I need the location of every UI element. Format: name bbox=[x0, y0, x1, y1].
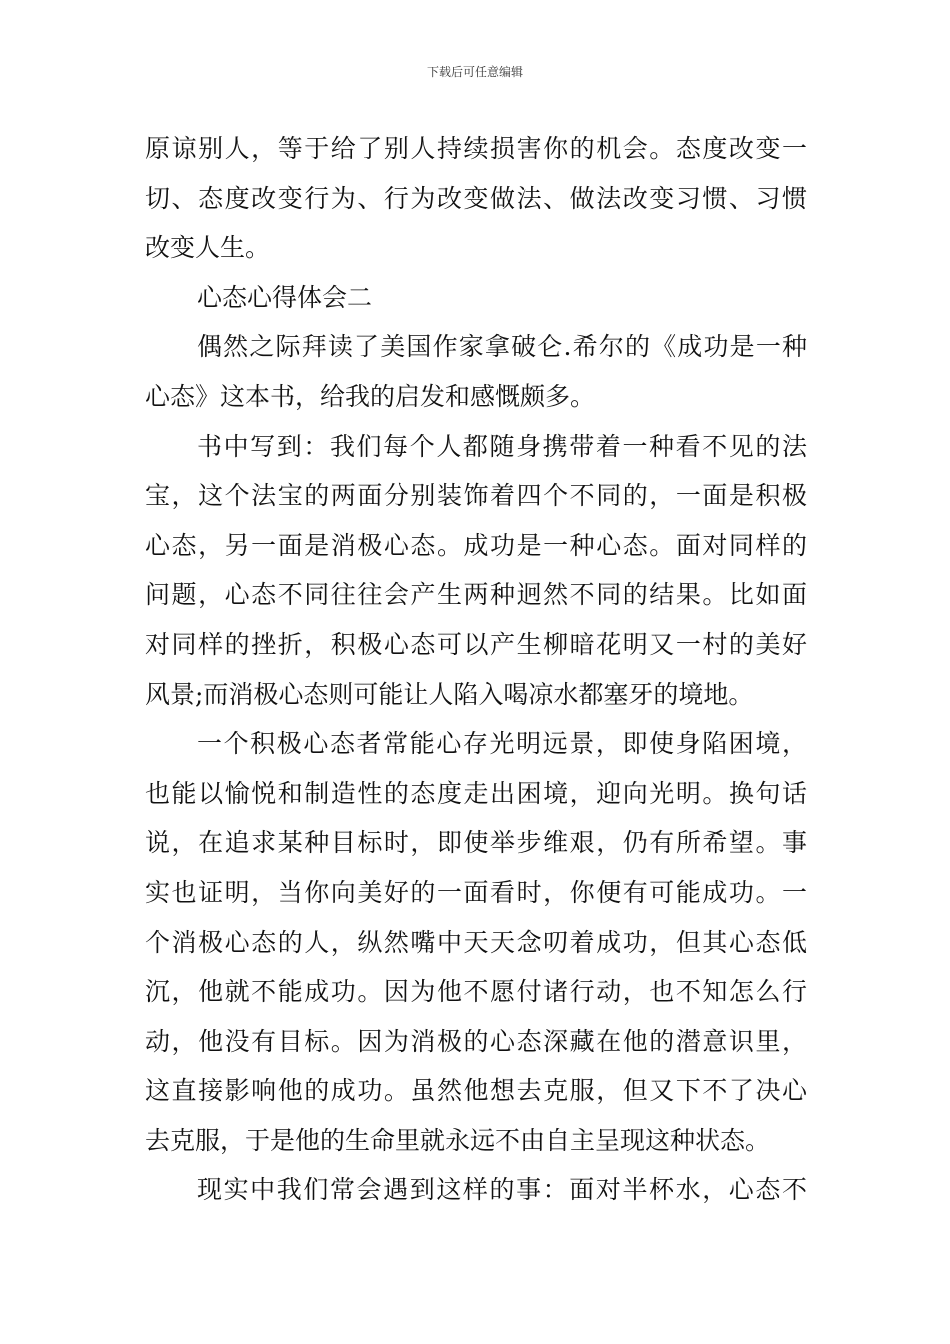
text-line: 现实中我们常会遇到这样的事：面对半杯水，心态不 bbox=[197, 1175, 807, 1205]
text-line: 心态》这本书，给我的启发和感慨颇多。 bbox=[145, 381, 596, 411]
text-line: 动，他没有目标。因为消极的心态深藏在他的潜意识里， bbox=[145, 1026, 807, 1056]
text-line: 去克服，于是他的生命里就永远不由自主呈现这种状态。 bbox=[145, 1125, 771, 1155]
text-line: 改变人生。 bbox=[145, 233, 271, 263]
text-line: 宝，这个法宝的两面分别装饰着四个不同的，一面是积极 bbox=[145, 481, 807, 511]
page-header-note: 下载后可任意编辑 bbox=[426, 65, 523, 79]
text-line: 问题，心态不同往往会产生两种迥然不同的结果。比如面 bbox=[145, 580, 807, 610]
text-line: 原谅别人，等于给了别人持续损害你的机会。态度改变一 bbox=[145, 134, 807, 163]
document-body bbox=[145, 124, 807, 1215]
text-line: 也能以愉悦和制造性的态度走出困境，迎向光明。换句话 bbox=[145, 778, 807, 808]
text-line: 这直接影响他的成功。虽然他想去克服，但又下不了决心 bbox=[145, 1076, 807, 1106]
text-line: 书中写到：我们每个人都随身携带着一种看不见的法 bbox=[197, 431, 807, 461]
text-line: 对同样的挫折，积极心态可以产生柳暗花明又一村的美好 bbox=[145, 629, 807, 659]
text-line: 风景;而消极心态则可能让人陷入喝凉水都塞牙的境地。 bbox=[145, 679, 754, 709]
text-line: 沉，他就不能成功。因为他不愿付诸行动，也不知怎么行 bbox=[145, 977, 807, 1007]
text-line: 切、态度改变行为、行为改变做法、做法改变习惯、习惯 bbox=[145, 183, 807, 213]
text-line: 一个积极心态者常能心存光明远景，即使身陷困境， bbox=[197, 729, 807, 759]
text-line: 实也证明，当你向美好的一面看时，你便有可能成功。一 bbox=[145, 877, 807, 907]
text-line: 个消极心态的人，纵然嘴中天天念叨着成功，但其心态低 bbox=[145, 927, 807, 957]
text-line: 心态心得体会二 bbox=[197, 282, 373, 312]
text-line: 偶然之际拜读了美国作家拿破仑.希尔的《成功是一种 bbox=[197, 332, 807, 362]
text-line: 心态，另一面是消极心态。成功是一种心态。面对同样的 bbox=[145, 530, 807, 560]
text-line: 说，在追求某种目标时，即使举步维艰，仍有所希望。事 bbox=[145, 828, 807, 858]
